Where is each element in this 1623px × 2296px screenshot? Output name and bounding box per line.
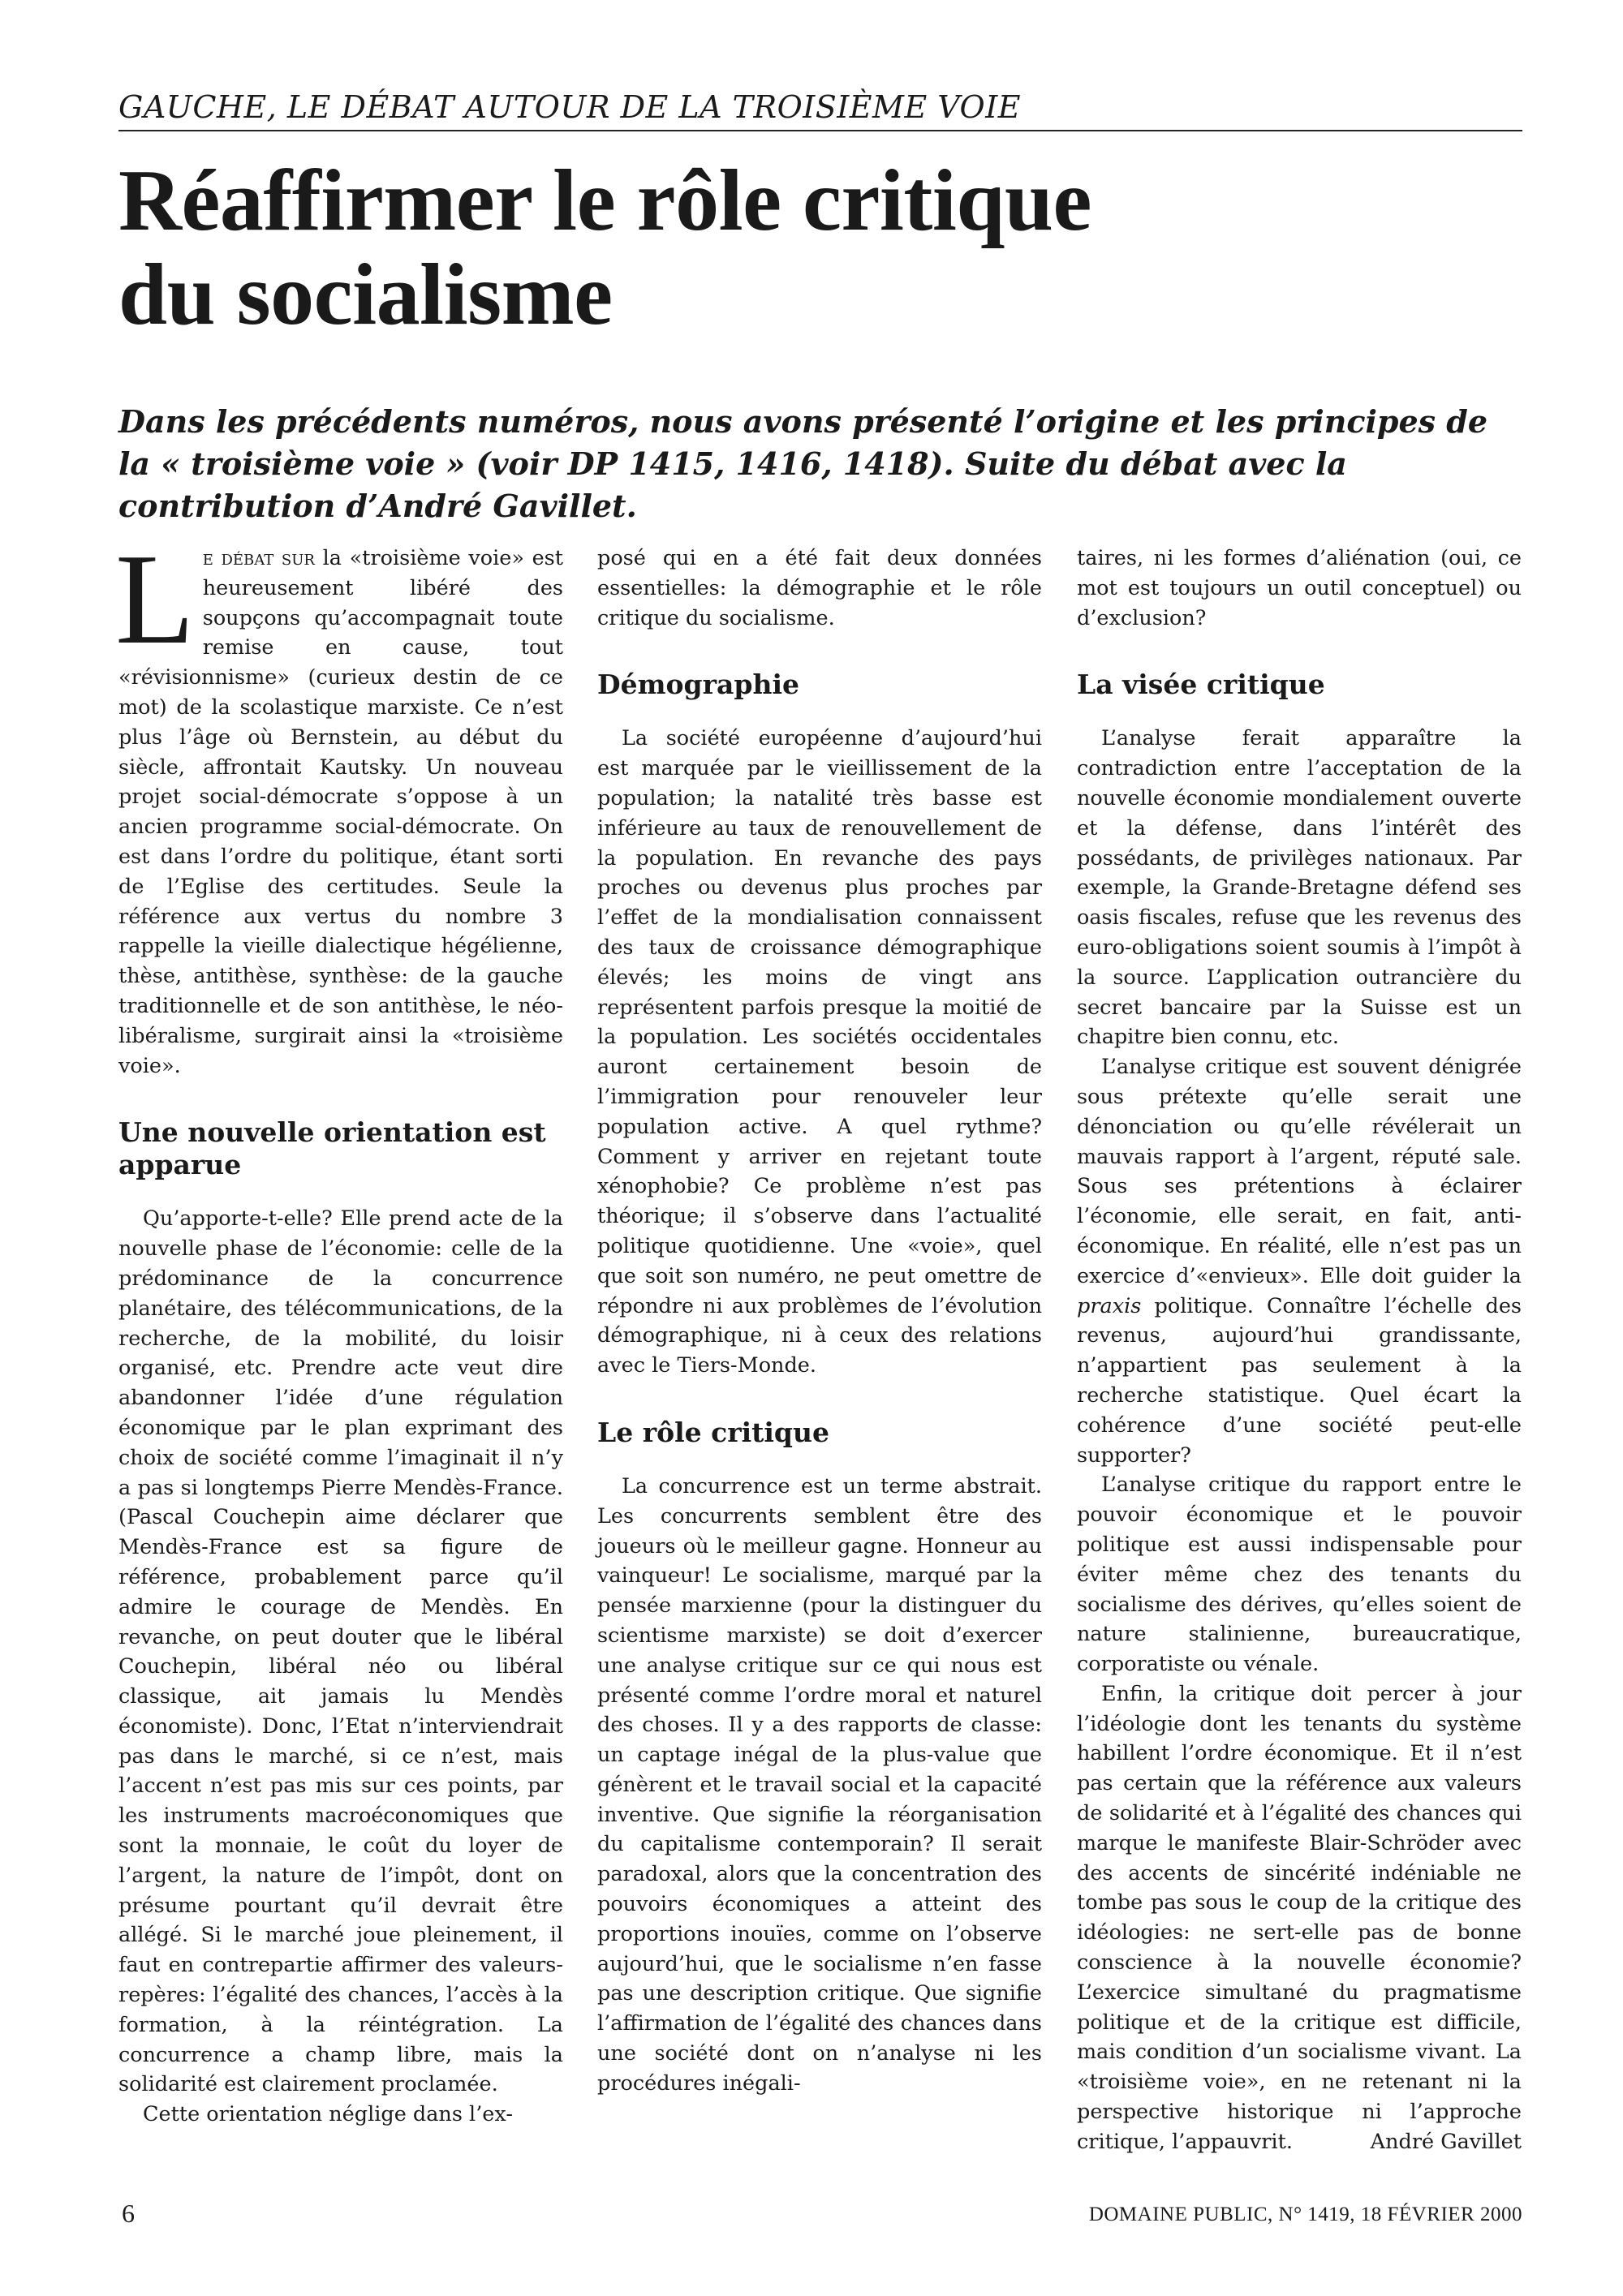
paragraph: L’analyse ferait apparaître la contradiction entre l’acceptation de la nouvelle économie mondialement ouverte et la défense, dans l’intérêt des possédants, de privilèges nationaux. Par exemple, la Grande-Bretagne défend ses oasis fiscales, refuse que les revenus des euro-obligations soient soumis à l’impôt à la source. L’application outrancière du secret bancaire par la Suisse est un chapitre bien connu, etc. (1077, 726, 1522, 1050)
paragraph (115, 527, 563, 1081)
column-1 (115, 527, 563, 2130)
author-signature: André Gavillet (1370, 2129, 1522, 2154)
article-lede (118, 401, 1488, 527)
paragraph-text: la «troisième voie» est heureusement libéré des soupçons qu’accompagnait toute remise en cause, tout «révisionnisme» (curieux destin de ce mot) de la scolastique marxiste. Ce n’est plus l’âge où Bernstein, au début du siècle, affrontait Kautsky. Un nouveau projet social-démocrate s’oppose à un ancien programme social-démocrate. On est dans l’ordre du politique, étant sorti de l’Eglise des certitudes. Seule la référence aux vertus du nombre 3 rappelle la vieille dialectique hégélienne, thèse, antithèse, synthèse: de la gauche traditionnelle et de son antithèse, le néo-libéralisme, surgirait ainsi la «troisième voie». (118, 546, 563, 1078)
section-kicker: GAUCHE, LE DÉBAT AUTOUR DE LA TROISIÈME VOIE (118, 89, 1522, 131)
paragraph: La concurrence est un terme abstrait. Les concurrents semblent être des joueurs où le meilleur gagne. Honneur au vainqueur! Le socialisme, marqué par la pensée marxienne (pour la distinguer du scientisme marxiste) se doit d’exercer une analyse critique sur ce qui nous est présenté comme l’ordre moral et naturel des choses. Il y a des rapports de classe: un captage inégal de la plus-value que génèrent et le travail social et la capacité inventive. Que signifie la réorganisation du capitalisme contemporain? Il serait paradoxal, alors que la concentration des pouvoirs économiques a atteint des proportions inouïes, comme on l’observe aujourd’hui, que le socialisme n’en fasse pas une description critique. Que signifie l’affirmation de l’égalité des chances dans une société dont on n’analyse ni les procédures inégali- (597, 1473, 1042, 2096)
paragraph-text: L’analyse critique est souvent dénigrée sous prétexte qu’elle serait une dénonciation ou qu’elle révélerait un mauvais rapport à l’argent, réputé sale. Sous ses prétentions à éclairer l’économie, elle serait, en fait, anti-économique. En réalité, elle n’est pas un exercice d’«envieux». Elle doit guider la (1077, 1055, 1522, 1288)
column-3 (1077, 544, 1522, 2157)
subheading: Le rôle critique (597, 1416, 829, 1448)
subheading: Une nouvelle orientation est apparue (118, 1116, 546, 1181)
lede-line-3: contribution d’André Gavillet. (118, 488, 637, 525)
lead-in-caps: e débat sur (202, 546, 315, 570)
paragraph: Cette orientation néglige dans l’ex- (143, 2102, 513, 2127)
article-title (118, 154, 1522, 342)
title-line-2: du socialisme (118, 247, 613, 343)
issue-line: DOMAINE PUBLIC, N° 1419, 18 FÉVRIER 2000 (1088, 2204, 1522, 2225)
subheading: La visée critique (1077, 669, 1325, 701)
article-columns (115, 527, 1522, 2154)
drop-cap: L (115, 527, 195, 671)
paragraph (1077, 1679, 1522, 2157)
paragraph: Qu’apporte-t-elle? Elle prend acte de la nouvelle phase de l’économie: celle de la prédominance de la concurrence planétaire, des télécommunications, de la recherche, de la mobilité, du loisir organisé, etc. Prendre acte veut dire abandonner l’idée d’une régulation économique par le plan exprimant des choix de société comme l’imaginait il n’y a pas si longtemps Pierre Mendès-France. (Pascal Couchepin aime déclarer que Mendès-France est sa figure de référence, probablement parce qu’il admire le courage de Mendès. En revanche, on peut douter que le libéral Couchepin, libéral néo ou libéral classique, ait jamais lu Mendès économiste). Donc, l’Etat n’interviendrait pas dans le marché, si ce n’est, mais l’accent n’est pas mis sur ces points, par les instruments macroéconomiques que sont la monnaie, le coût du loyer de l’argent, la nature de l’impôt, dont on présume pourtant qu’il devrait être allégé. Si le marché joue pleinement, il faut en contrepartie affirmer des valeurs-repères: l’égalité des chances, l’accès à la formation, à la réintégration. La concurrence a champ libre, mais la solidarité est clairement proclamée. (118, 1206, 563, 2097)
paragraph: L’analyse critique du rapport entre le pouvoir économique et le pouvoir politique est aussi indispensable pour éviter même chez des tenants du socialisme des dérives, qu’elles soient de nature stalinienne, bureaucratique, corporatiste ou vénale. (1077, 1473, 1522, 1677)
paragraph (1077, 1052, 1522, 1470)
title-line-1: Réaffirmer le rôle critique (118, 153, 1091, 249)
paragraph: La société européenne d’aujourd’hui est marquée par le vieillissement de la population; la natalité très basse est inférieure au taux de renouvellement de la population. En revanche des pays proches ou devenus plus proches par l’effet de la mondialisation connaissent des taux de croissance démographique élevés; les moins de vingt ans représentent parfois presque la moitié de la population. Les sociétés occidentales auront certainement besoin de l’immigration pour renouveler leur population active. A quel rythme? Comment y arriver en rejetant toute xénophobie? Ce problème n’est pas théorique; il s’observe dans l’actualité politique quotidienne. Une «voie», quel que soit son numéro, ne peut omettre de répondre ni aux problèmes de l’évolution démographique, ni à ceux des relations avec le Tiers-Monde. (597, 726, 1042, 1378)
page-number: 6 (122, 2199, 135, 2228)
lede-line-1: Dans les précédents numéros, nous avons présenté l’origine et les principes de (118, 403, 1488, 441)
emphasis-praxis: praxis (1077, 1293, 1142, 1318)
column-2 (597, 544, 1042, 2099)
subheading: Démographie (597, 669, 799, 701)
paragraph-text: politique. Connaître l’échelle des revenus, aujourd’hui grandissante, n’appartient pas seulement à la recherche statistique. Quel écart la cohérence d’une société peut-elle supporter? (1077, 1293, 1522, 1468)
paragraph-text: Enfin, la critique doit percer à jour l’idéologie dont les tenants du système habillent l’ordre économique. Et il n’est pas certain que la référence aux valeurs de solidarité et à l’égalité des chances qui marque le manifeste Blair-Schröder avec des accents de sincérité indéniable ne tombe pas sous le coup de la critique des idéologies: ne sert-elle pas de bonne conscience à la nouvelle économie? L’exercice simultané du pragmatisme politique et de la critique est difficile, mais condition d’un socialisme vivant. La «troisième voie», en ne retenant ni la perspective historique ni l’approche critique, l’appauvrit. (1077, 1681, 1522, 2154)
paragraph: posé qui en a été fait deux données essentielles: la démographie et le rôle critique du socialisme. (597, 546, 1042, 630)
article-page (115, 89, 1522, 2231)
lede-line-2: la « troisième voie » (voir DP 1415, 1416, 1418). Suite du débat avec la (118, 445, 1347, 483)
paragraph: taires, ni les formes d’aliénation (oui, ce mot est toujours un outil conceptuel) ou d’exclusion? (1077, 546, 1522, 630)
